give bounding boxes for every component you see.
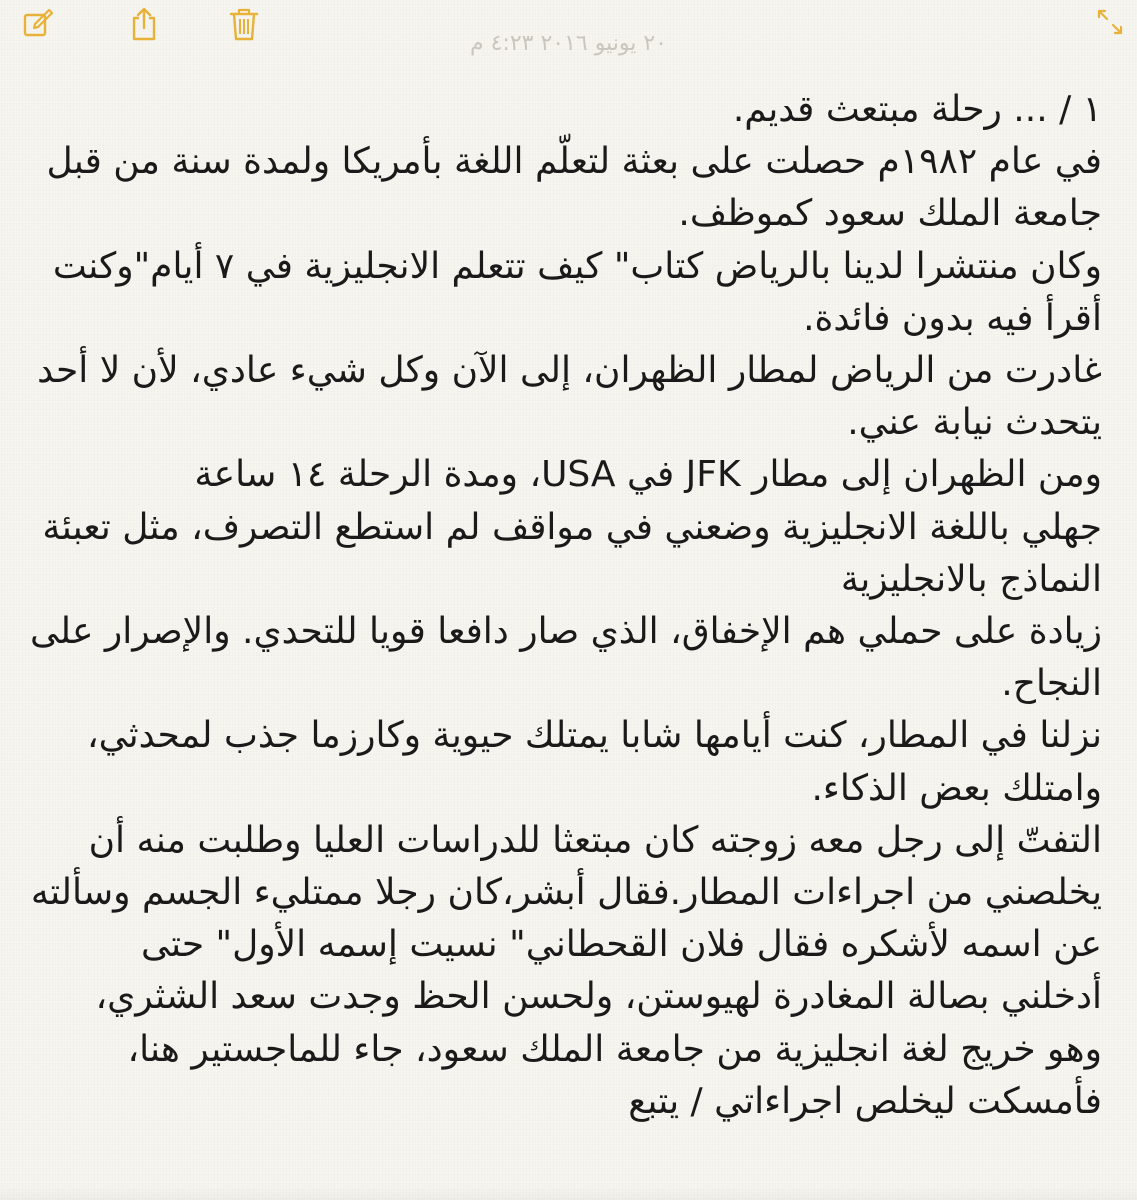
note-paragraph: وكان منتشرا لدينا بالرياض كتاب" كيف تتعلم الانجليزية في ٧ أيام"وكنت أقرأ فيه بدون فائدة. — [52, 245, 1102, 339]
note-paragraph: جهلي باللغة الانجليزية وضعني في مواقف لم استطع التصرف، مثل تعبئة النماذج بالانجليزية — [42, 506, 1102, 600]
note-paragraph: ومن الظهران إلى مطار JFK في USA، ومدة الرحلة ١٤ ساعة — [194, 454, 1102, 496]
note-paragraph: نزلنا في المطار، كنت أيامها شابا يمتلك حيوية وكارزما جذب لمحدثي، وامتلك بعض الذكاء. — [86, 715, 1102, 809]
note-paragraph: ١ / ... رحلة مبتعث قديم. — [732, 89, 1102, 130]
note-paragraph: غادرت من الرياض لمطار الظهران، إلى الآن وكل شيء عادي، لأن لا أحد يتحدث نيابة عني. — [37, 350, 1102, 444]
note-paragraph: التفتّ إلى رجل معه زوجته كان مبتعثا للدراسات العليا وطلبت منه أن يخلصني من اجراءات المطار.فقال أبشر،كان رجلا ممتليء الجسم وسألته عن اسمه لأشكره فقال فلان القحطاني" نسيت إسمه الأول" حتى أدخلني بصالة المغادرة لهيوستن، ولحسن الحظ وجدت سعد الشثري، وهو خريج لغة انجليزية من جامعة الملك سعود، جاء للماجستير هنا، فأمسكت ليخلص اجراءاتي / يتبع — [30, 819, 1102, 1122]
note-paragraph: في عام ١٩٨٢م حصلت على بعثة لتعلّم اللغة بأمريكا ولمدة سنة من قبل جامعة الملك سعود كموظف. — [46, 141, 1102, 235]
note-paragraph: زيادة على حملي هم الإخفاق، الذي صار دافعا قويا للتحدي. والإصرار على النجاح. — [30, 611, 1102, 705]
note-date: ٢٠ يونيو ٢٠١٦ ٤:٢٣ م — [469, 31, 667, 56]
bottom-edge — [0, 1186, 1137, 1200]
note-body[interactable] — [30, 84, 1102, 1128]
